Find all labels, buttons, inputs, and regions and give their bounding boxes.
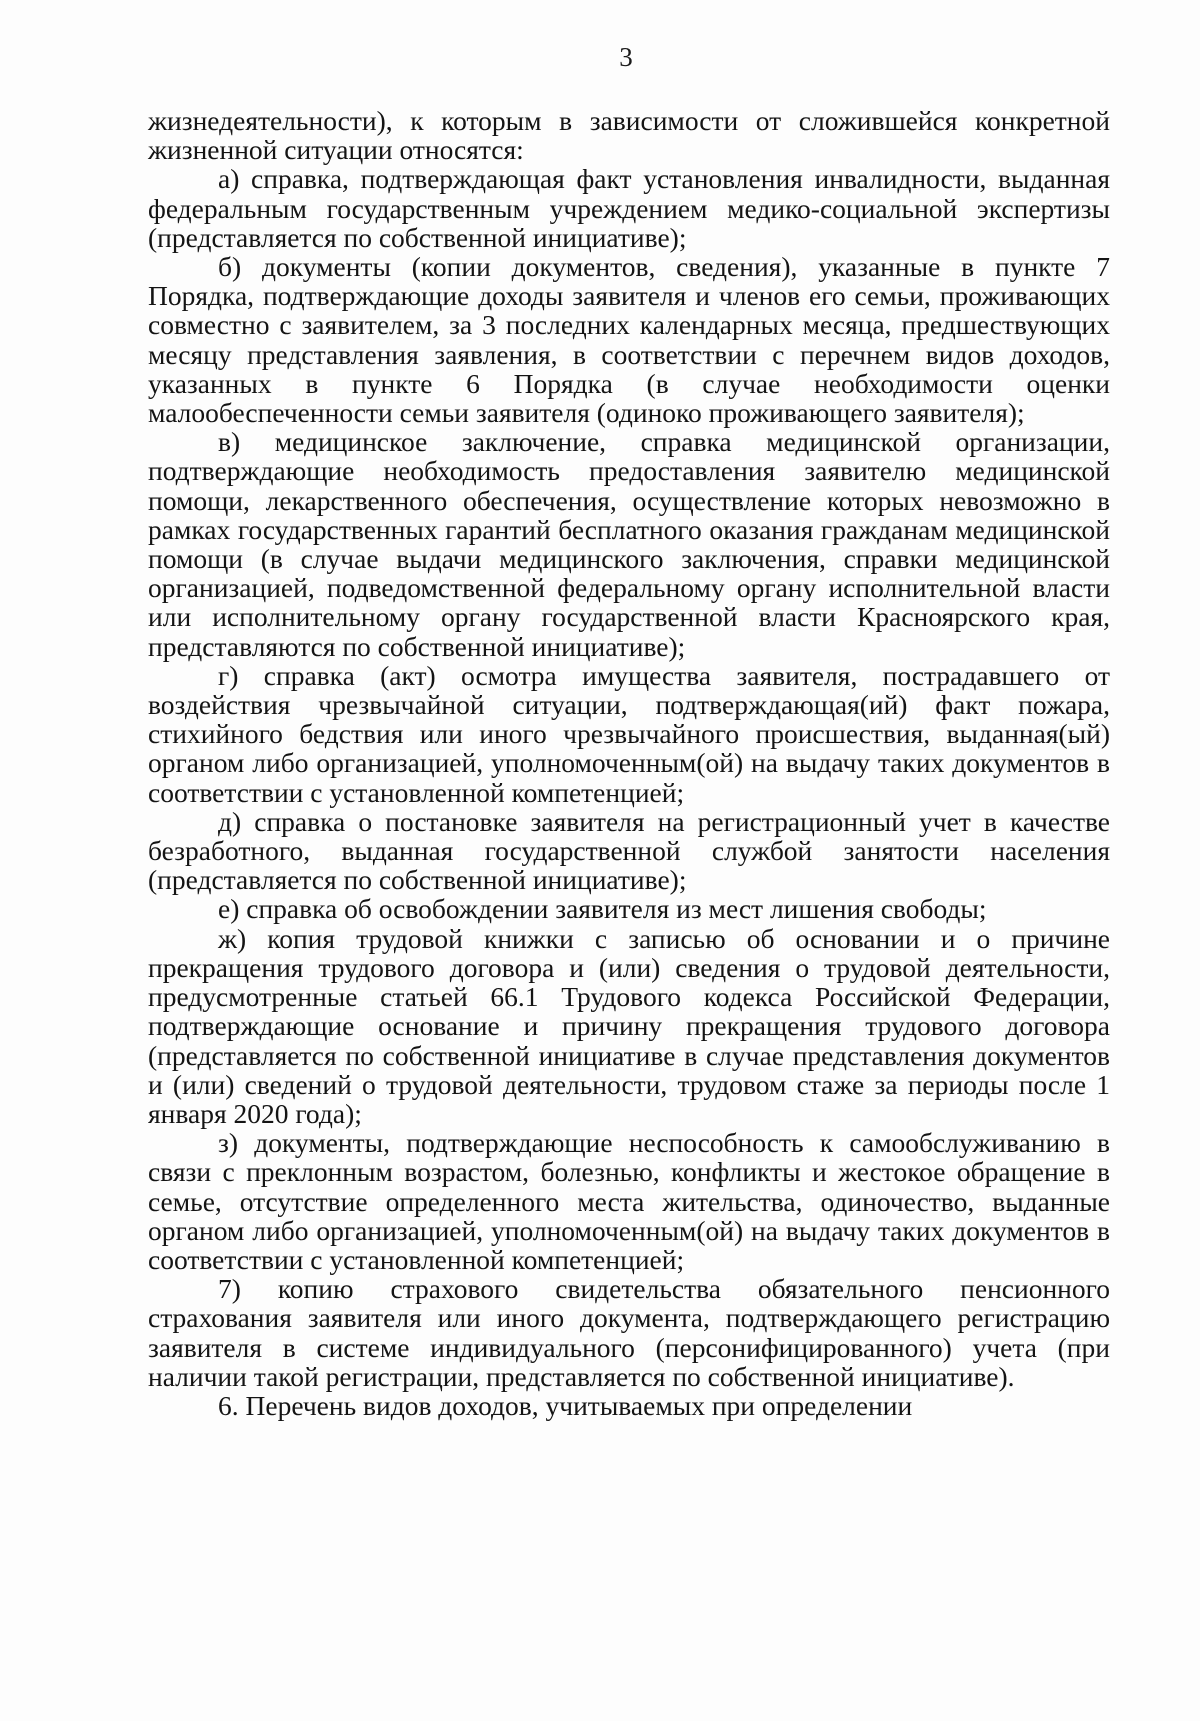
paragraph-section-6: 6. Перечень видов доходов, учитываемых при определении [218, 1389, 913, 1421]
paragraph-item-a: а) справка, подтверждающая факт установления инвалидности, выданная федеральным государственным учреждением медико-социальной экспертизы (представляется по собственной инициативе); [148, 163, 1110, 253]
paragraph-item-g: г) справка (акт) осмотра имущества заявителя, пострадавшего от воздействия чрезвычайной ситуации, подтверждающая(ий) факт пожара, стихийного бедствия или иного чрезвычайного происшествия, выданная(ый) органом либо организацией, уполномоченным(ой) на выдачу таких документов в соответствии с установленной компетенцией; [148, 659, 1110, 808]
paragraph-item-7: 7) копию страхового свидетельства обязательного пенсионного страхования заявителя или иного документа, подтверждающего регистрацию заявителя в системе индивидуального (персонифицированного) учета (при наличии такой регистрации, представляется по собственной инициативе). [148, 1273, 1110, 1392]
paragraph-item-e: е) справка об освобождении заявителя из мест лишения свободы; [218, 893, 987, 925]
paragraph-item-v: в) медицинское заключение, справка медицинской организации, подтверждающие необходимость предоставления заявителю медицинской помощи, лекарственного обеспечения, осуществление которых невозможно в рамках государственных гарантий бесплатного оказания гражданам медицинской помощи (в случае выдачи медицинского заключения, справки медицинской организацией, подведомственной федеральному органу исполнительной власти или исполнительному органу государственной власти Красноярского края, представляются по собственной инициативе); [148, 426, 1110, 662]
paragraph-intro: жизнедеятельности), к которым в зависимости от сложившейся конкретной жизненной ситуации относятся: [148, 105, 1110, 166]
paragraph-item-d: д) справка о постановке заявителя на регистрационный учет в качестве безработного, выданная государственной службой занятости населения (представляется по собственной инициативе); [148, 805, 1110, 896]
paragraph-item-z: з) документы, подтверждающие неспособность к самообслуживанию в связи с преклонным возрастом, болезнью, конфликты и жестокое обращение в семье, отсутствие определенного места жительства, одиночество, выданные органом либо организацией, уполномоченным(ой) на выдачу таких документов в соответствии с установленной компетенцией; [148, 1127, 1110, 1275]
page-number: 3 [619, 42, 633, 72]
paragraph-item-b: б) документы (копии документов, сведения), указанные в пункте 7 Порядка, подтверждающие доходы заявителя и членов его семьи, проживающих совместно с заявителем, за 3 последних календарных месяца, предшествующих месяцу представления заявления, в соответствии с перечнем видов доходов, указанных в пункте 6 Порядка (в случае необходимости оценки малообеспеченности семьи заявителя (одиноко проживающего заявителя); [148, 251, 1110, 429]
document-body [148, 106, 1110, 1420]
paragraph-item-zh: ж) копия трудовой книжки с записью об основании и о причине прекращения трудового договора и (или) сведения о трудовой деятельности, предусмотренные статьей 66.1 Трудового кодекса Российской Федерации, подтверждающие основание и причину прекращения трудового договора (представляется по собственной инициативе в случае представления документов и (или) сведений о трудовой деятельности, трудовом стаже за периоды после 1 января 2020 года); [148, 922, 1110, 1129]
